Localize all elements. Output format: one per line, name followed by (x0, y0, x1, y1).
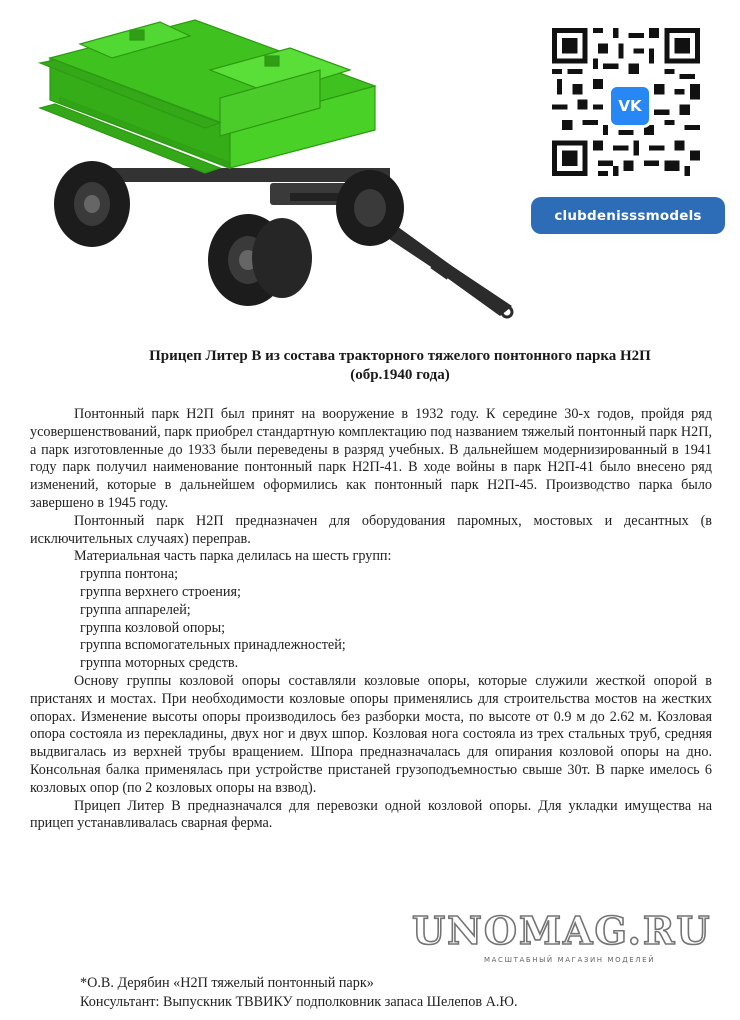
wheel-rear-left (54, 161, 130, 247)
green-frame (40, 20, 375, 173)
watermark (412, 908, 712, 968)
trailer-illustration (20, 8, 540, 333)
paragraph-history: Понтонный парк Н2П был принят на вооружение в 1932 году. К середине 30-х годов, пройдя ряд усовершенствований, парк приобрел стандартную комплектацию под названием тяжелый понтонный парк Н2П, а парк изготовленные до 1933 были переведены в разряд учебных. В дальнейшем модернизированный в 1941 году парк получил наименование понтонный парк Н2П-41. В ходе войны в парк Н2П-41 было внесено ряд изменений, которые в дальнейшем оформились как понтонный парк Н2П-45. Производство парка было завершено в 1945 году. (30, 406, 712, 511)
paragraph-trestle-support: Основу группы козловой опоры составляли козловые опоры, которые служили жесткой опорой в пристанях и мостах. При необходимости козловые опоры применялись для строительства мостов на жестких опорах. Изменение высоты опоры производилось без разборки моста, по высоте от 0.9 м до 2.62 м. Козловая опора состояла из перекладины, двух ног и двух шпор. Козловая нога состояла из трех стальных труб, средняя выдвигалась из верхней трубы вращением. Шпора предназначалась для опирания козловой опоры на дно. Консольная балка применялась при устройстве пристаней грузоподъемностью свыше 30т. В парке имелось 6 козловых опор (по 2 козловых опоры на взвод). (30, 672, 712, 796)
wheel-front-right (252, 218, 312, 298)
document-subtitle: (обр.1940 года) (350, 367, 450, 383)
list-item: группа моторных средств. (80, 655, 239, 672)
list-item: группа понтона; (80, 566, 179, 583)
list-item: группа козловой опоры; (80, 619, 226, 636)
source-reference: *О.В. Дерябин «Н2П тяжелый понтонный парк» (80, 975, 374, 991)
wheels (54, 161, 404, 306)
list-item: группа аппарелей; (80, 601, 191, 618)
document-body (30, 406, 712, 833)
wheel-rear-right (336, 170, 404, 246)
paragraph-trailer-purpose: Прицеп Литер В предназначался для перевозки одной козловой опоры. Для укладки имущества на прицеп устанавливалась сварная ферма. (30, 797, 712, 832)
list-item: группа верхнего строения; (80, 583, 241, 600)
paragraph-purpose: Понтонный парк Н2П предназначен для оборудования паромных, мостовых и десантных (в исключительных случаях) переправ. (30, 512, 712, 547)
paragraph-groups-intro: Материальная часть парка делилась на шесть групп: (74, 548, 392, 565)
vk-logo-icon: VK (608, 84, 652, 128)
watermark-logo: UNOMAG.RU (412, 908, 712, 953)
list-item: группа вспомогательных принадлежностей; (80, 637, 346, 654)
social-handle-badge[interactable]: clubdenisssmodels (531, 197, 725, 234)
document-title: Прицеп Литер В из состава тракторного тяжелого понтонного парка Н2П (149, 348, 651, 364)
consultant-credit: Консультант: Выпускник ТВВИКУ подполковник запаса Шелепов А.Ю. (80, 994, 518, 1010)
watermark-tagline: МАСШТАБНЫЙ МАГАЗИН МОДЕЛЕЙ (484, 956, 656, 964)
